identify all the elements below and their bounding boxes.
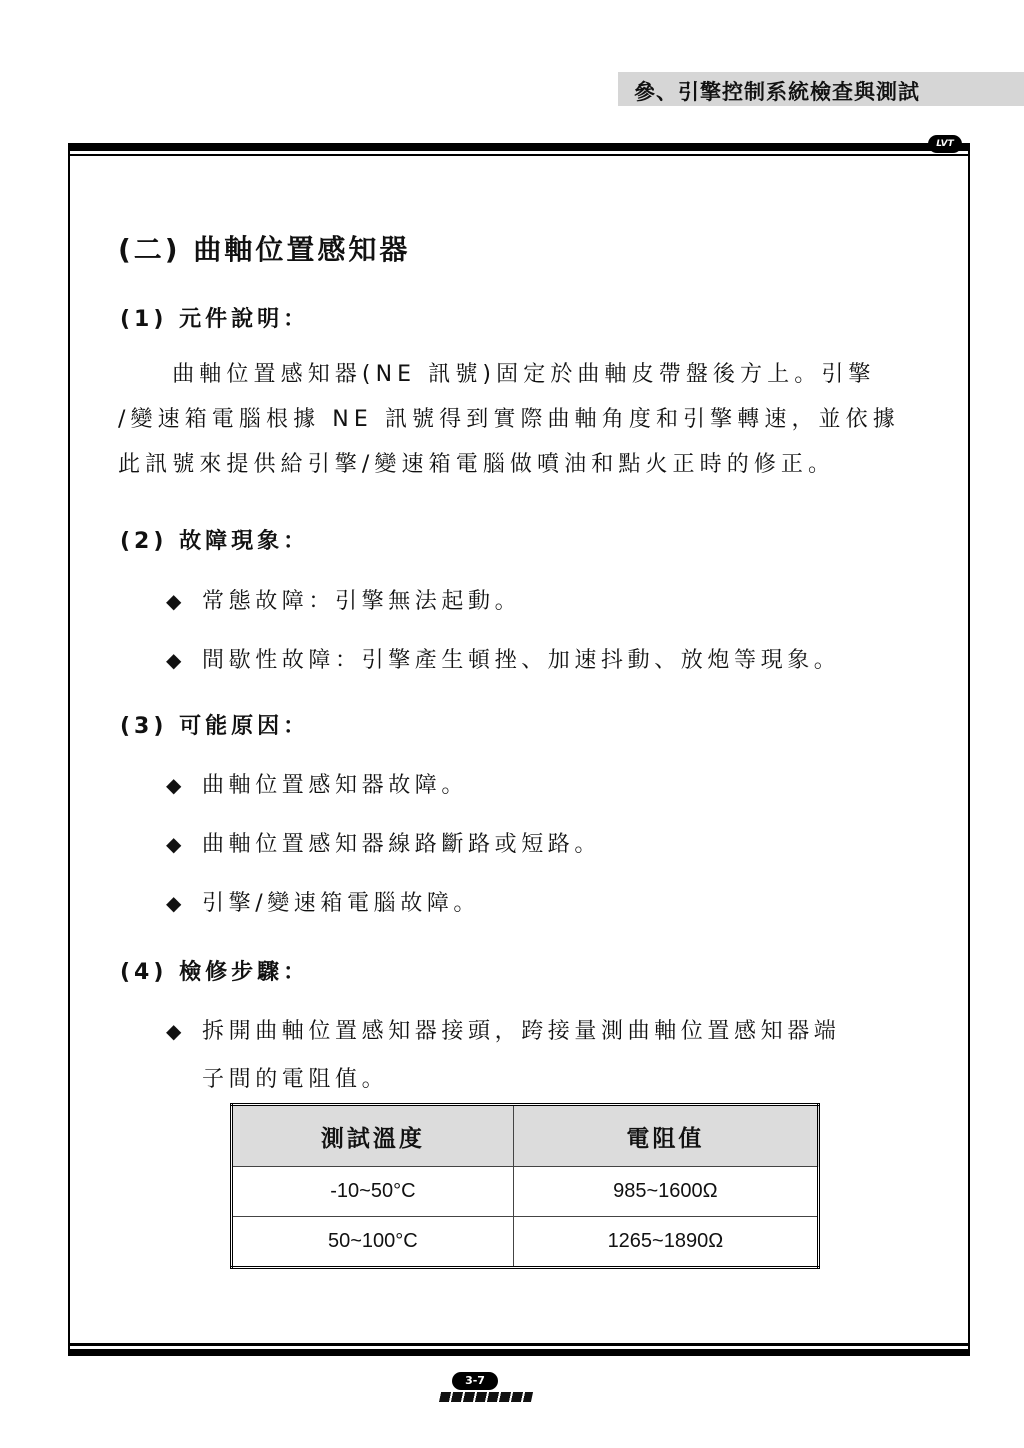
publisher-logo <box>439 1392 533 1402</box>
heading-possible-causes: (3) 可能原因： <box>120 714 310 739</box>
top-rule-thin <box>68 154 970 156</box>
cause-text: 曲軸位置感知器故障。 <box>202 773 469 798</box>
column-header-resistance: 電阻值 <box>513 1105 818 1167</box>
column-header-test-temperature: 測試溫度 <box>232 1105 514 1167</box>
symptom-item <box>166 584 521 615</box>
section-title: (二) 曲軸位置感知器 <box>118 233 411 266</box>
black-diamond-icon: ◆ <box>166 773 182 797</box>
cause-item <box>166 886 480 917</box>
resistance-cell: 1265~1890Ω <box>513 1217 818 1268</box>
temperature-cell: -10~50°C <box>232 1167 514 1217</box>
heading-repair-steps: (4) 檢修步驟： <box>120 960 310 985</box>
description-line-1: 曲軸位置感知器(NE 訊號)固定於曲軸皮帶盤後方上。引擎 <box>118 362 876 387</box>
black-diamond-icon: ◆ <box>166 648 182 672</box>
temperature-cell: 50~100°C <box>232 1217 514 1268</box>
bottom-rule <box>68 1343 970 1346</box>
symptom-item <box>166 643 840 674</box>
bottom-rule-thick <box>68 1349 970 1356</box>
black-diamond-icon: ◆ <box>166 832 182 856</box>
heading-symptoms: (2) 故障現象： <box>120 529 310 554</box>
description-line-3: 此訊號來提供給引擎/變速箱電腦做噴油和點火正時的修正。 <box>118 452 836 477</box>
table-header-row <box>232 1105 819 1167</box>
repair-step-text: 拆開曲軸位置感知器接頭，跨接量測曲軸位置感知器端 <box>202 1019 841 1044</box>
table-row <box>232 1217 819 1268</box>
symptom-text: 常態故障：引擎無法起動。 <box>202 589 522 614</box>
cause-text: 引擎/變速箱電腦故障。 <box>202 891 481 916</box>
heading-component-description: (1) 元件說明： <box>120 307 310 332</box>
black-diamond-icon: ◆ <box>166 589 182 613</box>
chapter-title: 參、引擎控制系統檢查與測試 <box>634 80 920 104</box>
page-number: 3-7 <box>452 1372 498 1390</box>
table-row <box>232 1167 819 1217</box>
cause-item <box>166 827 601 858</box>
cause-item <box>166 768 468 799</box>
top-rule <box>68 143 970 151</box>
publisher-badge: LVT <box>928 135 962 153</box>
repair-step-item <box>166 1014 840 1045</box>
symptom-text: 間歇性故障：引擎產生頓挫、加速抖動、放炮等現象。 <box>202 648 841 673</box>
black-diamond-icon: ◆ <box>166 1019 182 1043</box>
cause-text: 曲軸位置感知器線路斷路或短路。 <box>202 832 602 857</box>
description-line-2: /變速箱電腦根據 NE 訊號得到實際曲軸角度和引擎轉速，並依據 <box>118 407 900 432</box>
repair-step-continuation: 子間的電阻值。 <box>202 1067 389 1092</box>
black-diamond-icon: ◆ <box>166 891 182 915</box>
resistance-table <box>230 1103 820 1269</box>
resistance-cell: 985~1600Ω <box>513 1167 818 1217</box>
